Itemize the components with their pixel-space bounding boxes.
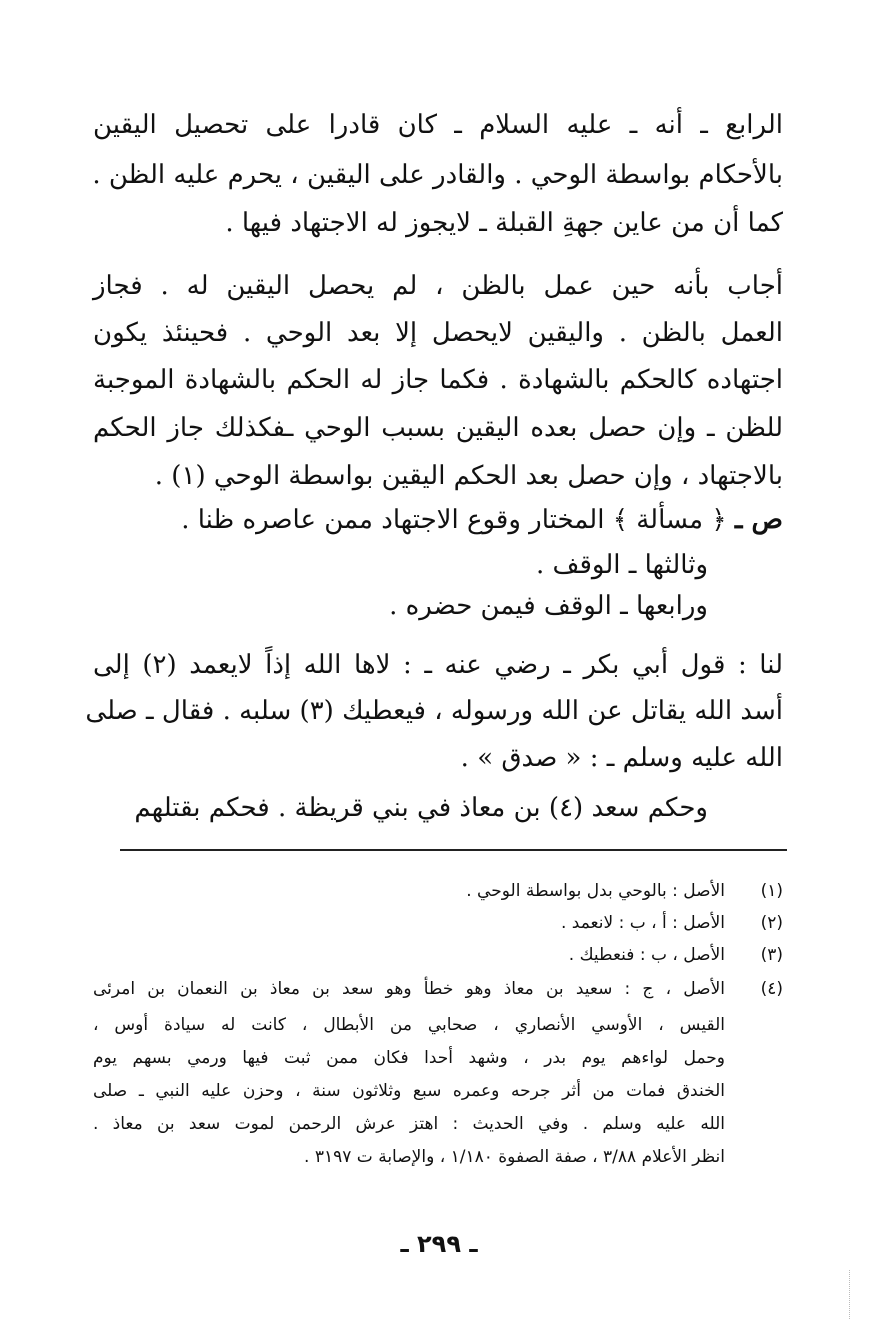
- matn-line: [93, 500, 783, 540]
- footnote-number: (٢): [760, 913, 783, 933]
- body-line: العمل بالظن . واليقين لايحصل إلا بعد الوحي . فحينئذ يكون: [93, 318, 783, 348]
- footnote-continuation: القيس ، الأوسي الأنصاري ، صحابي من الأبطال ، كانت له سيادة أوس ،: [93, 1015, 725, 1035]
- page-number: ـ ٢٩٩ ـ: [400, 1230, 478, 1258]
- matn-line: وثالثها ـ الوقف .: [536, 550, 708, 580]
- matn-text: ﴿ مسألة ﴾ المختار وقوع الاجتهاد ممن عاصره ظنا .: [181, 505, 727, 535]
- body-line: بالاجتهاد ، وإن حصل بعد الحكم اليقين بواسطة الوحي (١) .: [154, 461, 783, 491]
- footnote-number: (٤): [760, 979, 783, 999]
- body-line: لنا : قول أبي بكر ـ رضي عنه ـ : لاها الله إذاً لايعمد (٢) إلى: [93, 650, 783, 680]
- footnote-number: (١): [760, 881, 783, 901]
- body-line: وحكم سعد (٤) بن معاذ في بني قريظة . فحكم بقتلهم: [134, 793, 708, 823]
- body-line: أسد الله يقاتل عن الله ورسوله ، فيعطيك (٣) سلبه . فقال ـ صلى: [85, 696, 783, 726]
- body-line: بالأحكام بواسطة الوحي . والقادر على اليقين ، يحرم عليه الظن .: [92, 160, 783, 190]
- footnote-continuation: وحمل لواءهم يوم بدر ، وشهد أحدا فكان ممن ثبت فيها ورمي بسهم يوم: [93, 1048, 725, 1068]
- scan-margin-mark: [849, 1270, 851, 1319]
- footnote-text: الأصل ، ب : فنعطيك .: [568, 945, 725, 965]
- footnote-continuation: الخندق فمات من أثر جرحه وعمره سبع وثلاثون سنة ، وحزن عليه النبي ـ صلى: [93, 1081, 725, 1101]
- footnote-continuation: انظر الأعلام ٣/٨٨ ، صفة الصفوة ١/١٨٠ ، والإصابة ت ٣١٩٧ .: [304, 1147, 725, 1167]
- body-line: الله عليه وسلم ـ : « صدق » .: [460, 743, 783, 773]
- body-line: للظن ـ وإن حصل بعده اليقين بسبب الوحي ـفكذلك جاز الحكم: [93, 413, 783, 443]
- body-line: اجتهاده كالحكم بالشهادة . فكما جاز له الحكم بالشهادة الموجبة: [93, 365, 783, 395]
- footnote-text: الأصل ، ج : سعيد بن معاذ وهو خطأ وهو سعد بن معاذ بن النعمان بن امرئى: [93, 979, 725, 999]
- matn-prefix: ص ـ: [734, 505, 783, 535]
- footnote-text: الأصل : أ ، ب : لانعمد .: [560, 913, 725, 933]
- footnote-continuation: الله عليه وسلم . وفي الحديث : اهتز عرش الرحمن لموت سعد بن معاذ .: [93, 1114, 725, 1134]
- body-line: الرابع ـ أنه ـ عليه السلام ـ كان قادرا على تحصيل اليقين: [93, 110, 783, 140]
- matn-line: ورابعها ـ الوقف فيمن حضره .: [389, 591, 708, 621]
- footnote-separator: [120, 849, 787, 851]
- body-line: كما أن من عاين جهةِ القبلة ـ لايجوز له الاجتهاد فيها .: [225, 208, 783, 238]
- footnote-text: الأصل : بالوحي بدل بواسطة الوحي .: [466, 881, 725, 901]
- footnote-number: (٣): [760, 945, 783, 965]
- body-line: أجاب بأنه حين عمل بالظن ، لم يحصل اليقين له . فجاز: [93, 271, 783, 301]
